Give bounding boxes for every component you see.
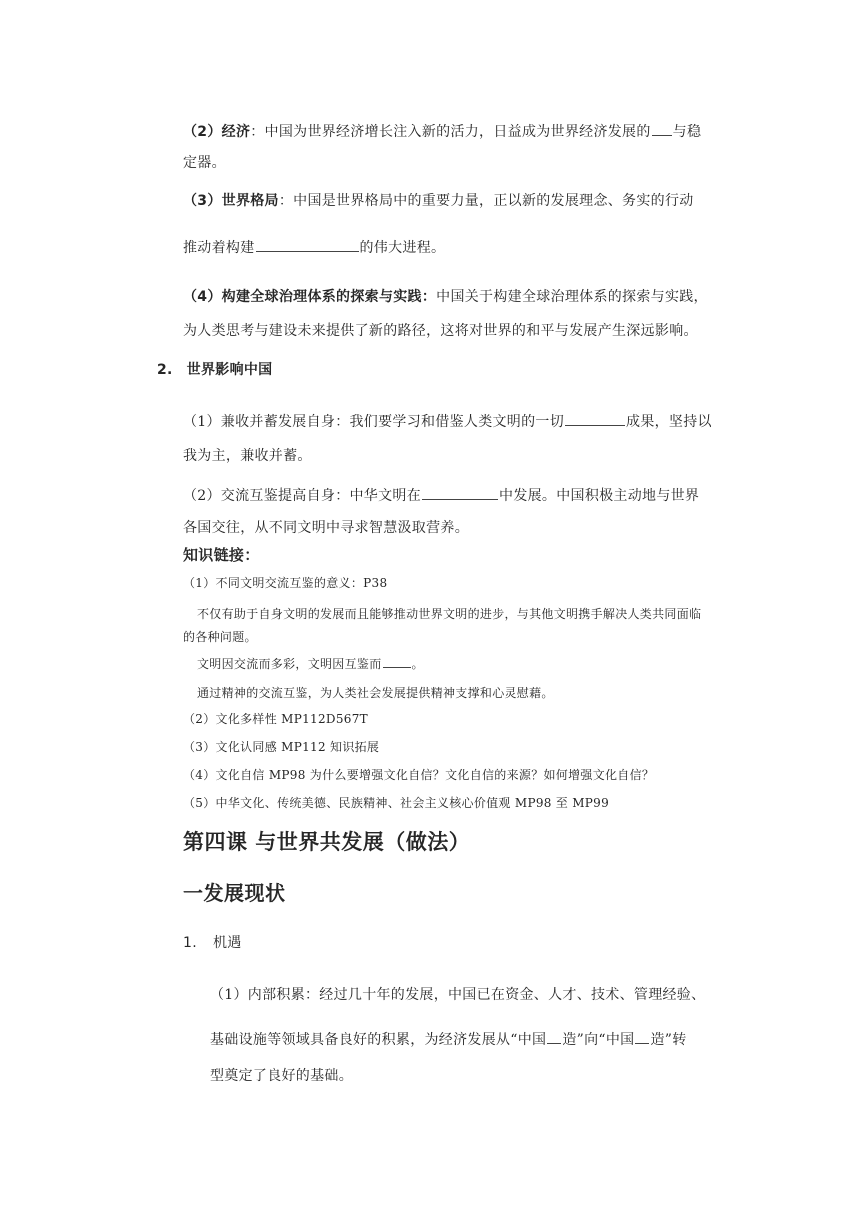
fill-blank xyxy=(547,1028,561,1044)
knowledge-paragraph-2 xyxy=(197,654,424,674)
economy-line-1 xyxy=(183,120,701,142)
governance-label: （4）构建全球治理体系的探索与实践： xyxy=(183,289,437,305)
knowledge-paragraph-2-end: 。 xyxy=(411,657,424,671)
world-pattern-label: （3）世界格局 xyxy=(183,193,279,209)
knowledge-paragraph-2-text: 文明因交流而多彩，文明因互鉴而 xyxy=(197,657,382,671)
opportunity-title: 机遇 xyxy=(212,935,242,951)
world-pattern-line-2 xyxy=(183,236,445,258)
absorb-text: （1）兼收并蓄发展自身：我们要学习和借鉴人类文明的一切 xyxy=(183,414,565,430)
governance-line-1 xyxy=(183,287,708,307)
exchange-line-1 xyxy=(183,484,699,506)
opportunity-heading xyxy=(183,933,242,953)
fill-blank xyxy=(383,654,411,668)
world-pattern-line-1 xyxy=(183,191,694,211)
knowledge-paragraph-1a: 不仅有助于自身文明的发展而且能够推动世界文明的进步，与其他文明携手解决人类共同面临 xyxy=(197,607,702,621)
knowledge-item-4: （4）文化自信 MP98 为什么要增强文化自信？文化自信的来源？如何增强文化自信？ xyxy=(183,768,655,782)
governance-text: 中国关于构建全球治理体系的探索与实践， xyxy=(436,289,708,305)
fill-blank xyxy=(422,484,498,500)
section-heading xyxy=(157,360,272,380)
knowledge-heading: 知识链接： xyxy=(183,546,260,564)
world-pattern-text: ：中国是世界格局中的重要力量，正以新的发展理念、务实的行动 xyxy=(278,193,694,209)
economy-label: （2）经济 xyxy=(183,124,251,140)
exchange-line-2: 各国交往，从不同文明中寻求智慧汲取营养。 xyxy=(183,520,469,536)
absorb-line-1 xyxy=(183,410,712,432)
exchange-text-end: 中发展。中国积极主动地与世界 xyxy=(499,488,700,504)
knowledge-item-1: （1）不同文明交流互鉴的意义：P38 xyxy=(183,576,388,590)
absorb-text-end: 成果，坚持以 xyxy=(626,414,712,430)
accumulation-text-a: 基础设施等领域具备良好的积累，为经济发展从“中国 xyxy=(210,1032,547,1048)
fill-blank xyxy=(256,236,359,252)
exchange-text: （2）交流互鉴提高自身：中华文明在 xyxy=(183,488,422,504)
absorb-line-2: 我为主，兼收并蓄。 xyxy=(183,448,312,464)
knowledge-item-5: （5）中华文化、传统美德、民族精神、社会主义核心价值观 MP98 至 MP99 xyxy=(183,796,610,810)
fill-blank xyxy=(565,410,625,426)
opportunity-number: 1. xyxy=(183,935,197,951)
governance-line-2: 为人类思考与建设未来提供了新的路径，这将对世界的和平与发展产生深远影响。 xyxy=(183,323,698,339)
economy-text-end: 与稳 xyxy=(672,124,702,140)
lesson-title: 第四课 与世界共发展（做法） xyxy=(183,830,471,854)
world-pattern-text-post: 的伟大进程。 xyxy=(359,240,446,256)
section-status-title: 一发展现状 xyxy=(183,881,286,905)
knowledge-paragraph-1b: 的各种问题。 xyxy=(183,630,257,644)
accumulation-text-c: 造”转 xyxy=(650,1032,687,1048)
knowledge-paragraph-3: 通过精神的交流互鉴，为人类社会发展提供精神支撑和心灵慰藉。 xyxy=(197,686,554,700)
accumulation-line-1: （1）内部积累：经过几十年的发展，中国已在资金、人才、技术、管理经验、 xyxy=(210,987,706,1003)
knowledge-item-2: （2）文化多样性 MP112D567T xyxy=(183,712,368,726)
fill-blank xyxy=(635,1028,649,1044)
accumulation-line-2 xyxy=(210,1028,687,1050)
accumulation-line-3: 型奠定了良好的基础。 xyxy=(210,1068,353,1084)
knowledge-item-3: （3）文化认同感 MP112 知识拓展 xyxy=(183,740,380,754)
world-pattern-text-pre: 推动着构建 xyxy=(183,240,255,256)
fill-blank xyxy=(652,120,672,136)
economy-text: ：中国为世界经济增长注入新的活力，日益成为世界经济发展的 xyxy=(250,124,651,140)
accumulation-text-b: 造”向“中国 xyxy=(562,1032,635,1048)
economy-line-2: 定器。 xyxy=(183,155,226,171)
section-number: 2. xyxy=(157,362,173,378)
section-title: 世界影响中国 xyxy=(186,362,273,378)
